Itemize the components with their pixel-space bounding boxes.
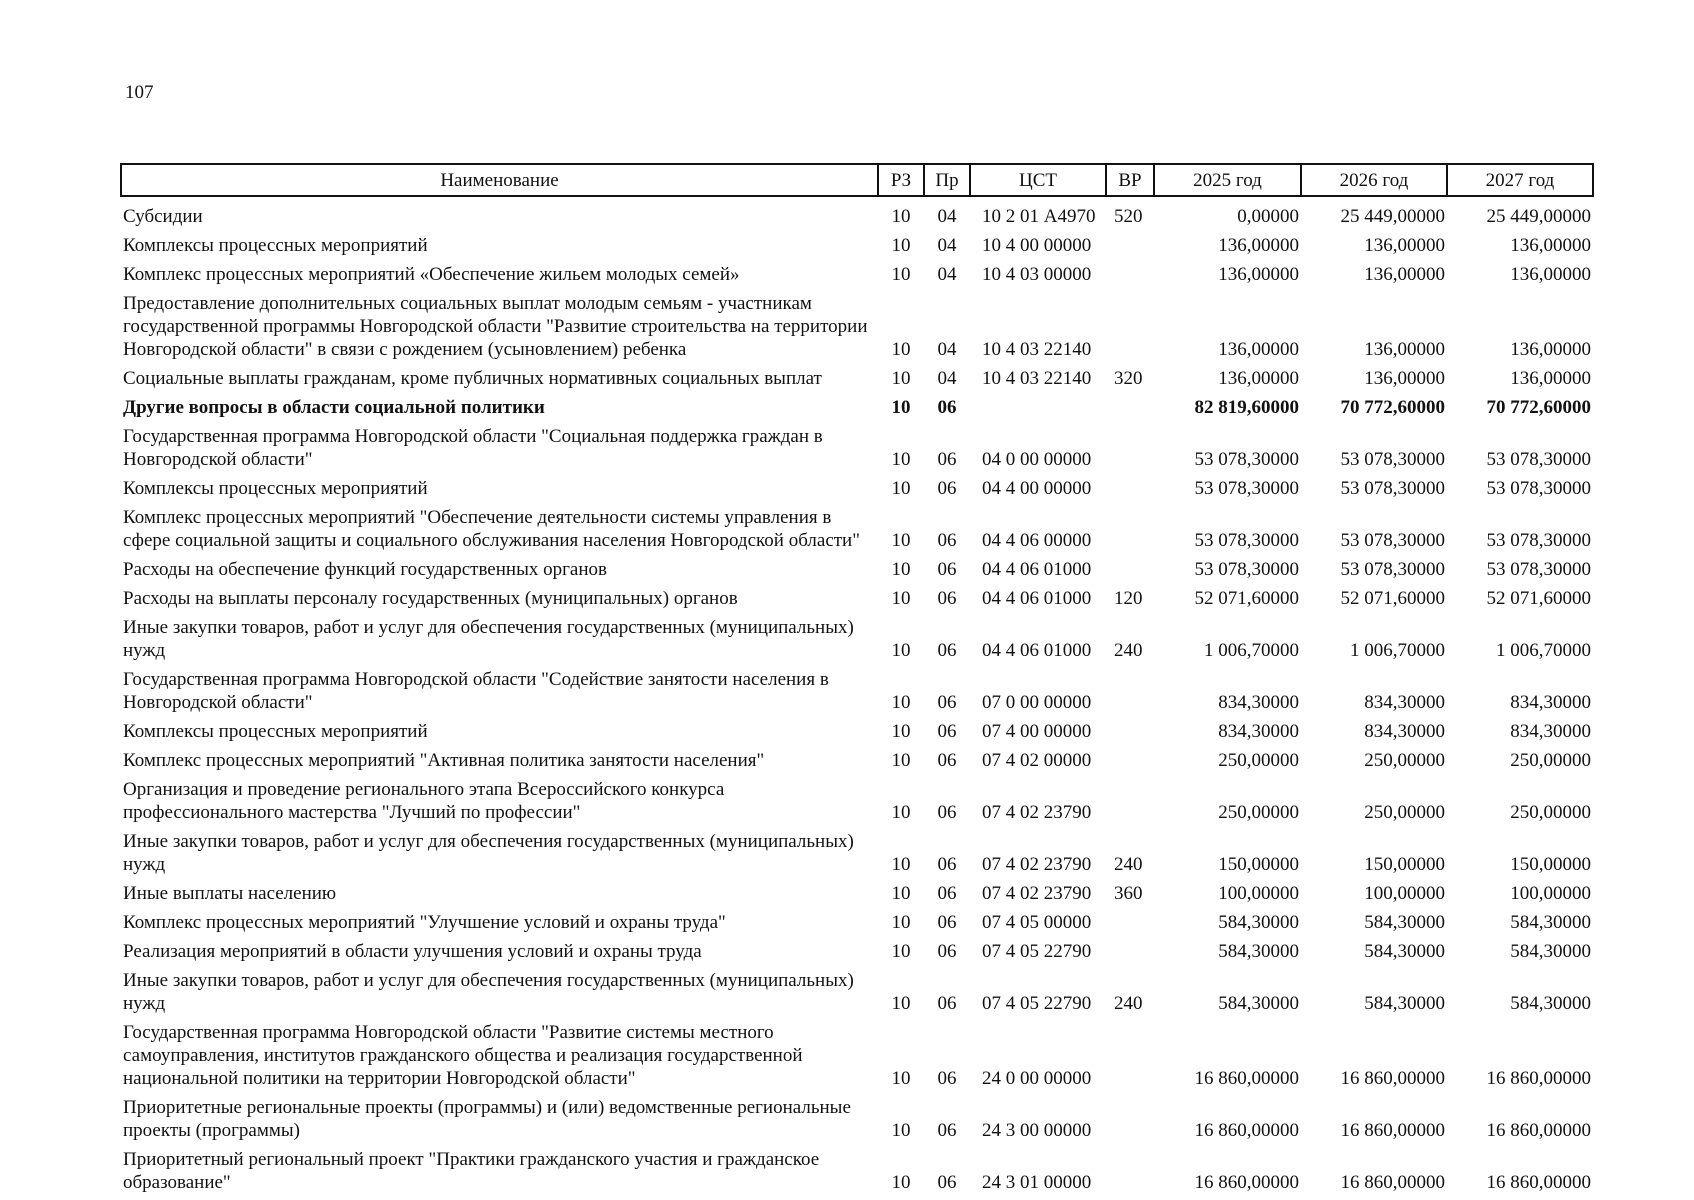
cell-rz: 10 — [891, 449, 911, 470]
cell-cst: 07 4 05 00000 — [982, 912, 1092, 933]
cell-pr: 06 — [937, 883, 957, 904]
cell-2027: 16 860,00000 — [1486, 1068, 1591, 1089]
column-header-vr: ВР — [1106, 164, 1154, 196]
cell-2026: 53 078,30000 — [1340, 559, 1445, 580]
cell-vr — [1106, 260, 1154, 289]
cell-2026: 53 078,30000 — [1340, 478, 1445, 499]
cell-vr — [1106, 1018, 1154, 1093]
cell-rz: 10 — [891, 264, 911, 285]
cell-2025: 100,00000 — [1218, 883, 1299, 904]
cell-pr: 06 — [937, 802, 957, 823]
cell-rz: 10 — [891, 993, 911, 1014]
column-header-2025: 2025 год — [1154, 164, 1301, 196]
table-row — [121, 503, 1593, 555]
cell-name: Государственная программа Новгородской области "Социальная поддержка граждан в Новгородской области" — [123, 426, 823, 470]
table-row — [121, 364, 1593, 393]
cell-name: Иные закупки товаров, работ и услуг для обеспечения государственных (муниципальных) нужд — [123, 970, 854, 1014]
cell-2025: 584,30000 — [1218, 993, 1299, 1014]
cell-2027: 53 078,30000 — [1486, 530, 1591, 551]
cell-rz: 10 — [891, 854, 911, 875]
cell-name: Субсидии — [123, 206, 203, 227]
cell-rz: 10 — [891, 692, 911, 713]
cell-rz: 10 — [891, 941, 911, 962]
cell-rz: 10 — [891, 339, 911, 360]
cell-2026: 16 860,00000 — [1340, 1068, 1445, 1089]
cell-cst: 24 3 01 00000 — [982, 1172, 1092, 1193]
cell-2027: 136,00000 — [1510, 339, 1591, 360]
cell-2026: 136,00000 — [1364, 235, 1445, 256]
cell-cst: 07 4 05 22790 — [982, 941, 1092, 962]
table-row — [121, 879, 1593, 908]
cell-cst: 04 4 06 01000 — [982, 559, 1092, 580]
cell-2026: 584,30000 — [1364, 941, 1445, 962]
table-row — [121, 474, 1593, 503]
cell-cst: 04 4 06 00000 — [982, 530, 1092, 551]
cell-vr: 240 — [1114, 640, 1143, 661]
cell-name: Расходы на обеспечение функций государственных органов — [123, 559, 607, 580]
cell-rz: 10 — [891, 640, 911, 661]
cell-name: Другие вопросы в области социальной политики — [123, 397, 545, 418]
cell-2025: 136,00000 — [1218, 264, 1299, 285]
cell-rz: 10 — [891, 588, 911, 609]
cell-cst: 07 4 02 23790 — [982, 883, 1092, 904]
table-body — [121, 196, 1593, 1197]
cell-2027: 136,00000 — [1510, 235, 1591, 256]
cell-rz: 10 — [891, 559, 911, 580]
cell-2025: 834,30000 — [1218, 692, 1299, 713]
column-header-pr: Пр — [924, 164, 970, 196]
cell-2027: 584,30000 — [1510, 993, 1591, 1014]
cell-name: Комплекс процессных мероприятий "Активная политика занятости населения" — [123, 750, 765, 771]
table-row — [121, 775, 1593, 827]
cell-pr: 04 — [937, 368, 957, 389]
cell-rz: 10 — [891, 750, 911, 771]
cell-cst: 07 0 00 00000 — [982, 692, 1092, 713]
column-header-rz: РЗ — [878, 164, 924, 196]
cell-vr — [1106, 231, 1154, 260]
cell-cst: 24 0 00 00000 — [982, 1068, 1092, 1089]
cell-2026: 136,00000 — [1364, 339, 1445, 360]
cell-2027: 136,00000 — [1510, 368, 1591, 389]
cell-pr: 06 — [937, 640, 957, 661]
table-row — [121, 937, 1593, 966]
table-row — [121, 422, 1593, 474]
budget-table — [120, 163, 1594, 1197]
table-row — [121, 289, 1593, 364]
cell-2025: 584,30000 — [1218, 941, 1299, 962]
cell-cst: 07 4 02 23790 — [982, 802, 1092, 823]
cell-pr: 06 — [937, 854, 957, 875]
cell-vr — [1106, 474, 1154, 503]
cell-vr: 120 — [1114, 588, 1143, 609]
cell-vr — [1106, 717, 1154, 746]
cell-rz: 10 — [891, 1120, 911, 1141]
cell-cst: 07 4 02 00000 — [982, 750, 1092, 771]
cell-vr — [1106, 503, 1154, 555]
column-header-2026: 2026 год — [1301, 164, 1447, 196]
cell-2027: 250,00000 — [1510, 750, 1591, 771]
cell-pr: 04 — [937, 206, 957, 227]
table-row — [121, 827, 1593, 879]
cell-cst: 07 4 02 23790 — [982, 854, 1092, 875]
cell-2025: 834,30000 — [1218, 721, 1299, 742]
cell-2026: 250,00000 — [1364, 802, 1445, 823]
cell-2027: 584,30000 — [1510, 941, 1591, 962]
cell-2027: 150,00000 — [1510, 854, 1591, 875]
cell-cst: 10 4 03 22140 — [982, 368, 1092, 389]
cell-2025: 53 078,30000 — [1194, 478, 1299, 499]
cell-rz: 10 — [891, 1068, 911, 1089]
table-row — [121, 966, 1593, 1018]
cell-cst: 10 4 03 00000 — [982, 264, 1092, 285]
cell-vr: 360 — [1114, 883, 1143, 904]
cell-2025: 53 078,30000 — [1194, 530, 1299, 551]
cell-2026: 136,00000 — [1364, 368, 1445, 389]
cell-cst: 24 3 00 00000 — [982, 1120, 1092, 1141]
table-row — [121, 1145, 1593, 1197]
cell-pr: 04 — [937, 235, 957, 256]
cell-vr — [1106, 393, 1154, 422]
cell-name: Социальные выплаты гражданам, кроме публичных нормативных социальных выплат — [123, 368, 822, 389]
cell-pr: 04 — [937, 339, 957, 360]
cell-2026: 16 860,00000 — [1340, 1120, 1445, 1141]
cell-name: Организация и проведение регионального этапа Всероссийского конкурса профессионального мастерства "Лучший по профессии" — [123, 779, 725, 823]
cell-name: Государственная программа Новгородской области "Развитие системы местного самоуправления, институтов гражданского общества и реализация государственной национальной политики на территории Новгородской области" — [123, 1022, 803, 1089]
cell-pr: 06 — [937, 478, 957, 499]
cell-2027: 70 772,60000 — [1486, 397, 1591, 418]
cell-2027: 53 078,30000 — [1486, 559, 1591, 580]
cell-vr: 520 — [1114, 206, 1143, 227]
cell-vr — [1106, 289, 1154, 364]
table-row — [121, 746, 1593, 775]
cell-cst: 10 4 00 00000 — [982, 235, 1092, 256]
cell-rz: 10 — [891, 478, 911, 499]
cell-name: Комплекс процессных мероприятий "Улучшение условий и охраны труда" — [123, 912, 726, 933]
cell-2025: 150,00000 — [1218, 854, 1299, 875]
cell-vr — [1106, 908, 1154, 937]
column-header-2027: 2027 год — [1447, 164, 1593, 196]
table-row — [121, 584, 1593, 613]
cell-pr: 06 — [937, 912, 957, 933]
cell-rz: 10 — [891, 206, 911, 227]
cell-rz: 10 — [891, 368, 911, 389]
cell-2027: 53 078,30000 — [1486, 449, 1591, 470]
cell-name: Приоритетный региональный проект "Практики гражданского участия и гражданское образование" — [123, 1149, 820, 1193]
cell-pr: 06 — [937, 530, 957, 551]
cell-pr: 06 — [937, 993, 957, 1014]
cell-2025: 1 006,70000 — [1204, 640, 1299, 661]
cell-2026: 584,30000 — [1364, 993, 1445, 1014]
cell-name: Комплекс процессных мероприятий «Обеспечение жильем молодых семей» — [123, 264, 740, 285]
cell-2025: 16 860,00000 — [1194, 1172, 1299, 1193]
cell-2026: 52 071,60000 — [1340, 588, 1445, 609]
table-row — [121, 260, 1593, 289]
cell-2025: 53 078,30000 — [1194, 559, 1299, 580]
cell-2026: 70 772,60000 — [1340, 397, 1445, 418]
cell-pr: 06 — [937, 1172, 957, 1193]
cell-2026: 150,00000 — [1364, 854, 1445, 875]
cell-rz: 10 — [891, 721, 911, 742]
cell-rz: 10 — [891, 530, 911, 551]
cell-vr — [1106, 746, 1154, 775]
cell-rz: 10 — [891, 912, 911, 933]
cell-2025: 16 860,00000 — [1194, 1068, 1299, 1089]
cell-rz: 10 — [891, 1172, 911, 1193]
cell-2026: 16 860,00000 — [1340, 1172, 1445, 1193]
cell-2027: 834,30000 — [1510, 692, 1591, 713]
cell-pr: 06 — [937, 559, 957, 580]
cell-vr: 320 — [1114, 368, 1143, 389]
table-row — [121, 717, 1593, 746]
table-row — [121, 1093, 1593, 1145]
cell-pr: 06 — [937, 692, 957, 713]
cell-name: Предоставление дополнительных социальных выплат молодым семьям - участникам государственной программы Новгородской области "Развитие строительства на территории Новгородской области" в связи с рождением (усыновлением) ребенка — [123, 293, 868, 360]
cell-2025: 52 071,60000 — [1194, 588, 1299, 609]
cell-2025: 53 078,30000 — [1194, 449, 1299, 470]
cell-pr: 06 — [937, 750, 957, 771]
cell-rz: 10 — [891, 397, 911, 418]
cell-name: Иные выплаты населению — [123, 883, 337, 904]
cell-2026: 136,00000 — [1364, 264, 1445, 285]
cell-pr: 06 — [937, 721, 957, 742]
cell-cst: 10 2 01 А4970 — [982, 206, 1096, 227]
cell-vr — [1106, 422, 1154, 474]
cell-name: Государственная программа Новгородской области "Содействие занятости населения в Новгородской области" — [123, 669, 829, 713]
cell-2027: 834,30000 — [1510, 721, 1591, 742]
cell-cst: 10 4 03 22140 — [982, 339, 1092, 360]
cell-2026: 53 078,30000 — [1340, 449, 1445, 470]
table-row — [121, 665, 1593, 717]
cell-name: Комплекс процессных мероприятий "Обеспечение деятельности системы управления в сфере социальной защиты и социального обслуживания населения Новгородской области" — [123, 507, 860, 551]
cell-pr: 04 — [937, 264, 957, 285]
cell-2025: 82 819,60000 — [1194, 397, 1299, 418]
cell-pr: 06 — [937, 588, 957, 609]
cell-pr: 06 — [937, 941, 957, 962]
cell-2027: 584,30000 — [1510, 912, 1591, 933]
cell-2026: 25 449,00000 — [1340, 206, 1445, 227]
cell-2025: 250,00000 — [1218, 802, 1299, 823]
cell-vr — [1106, 665, 1154, 717]
table-row — [121, 231, 1593, 260]
cell-2026: 584,30000 — [1364, 912, 1445, 933]
table-row — [121, 555, 1593, 584]
cell-2027: 1 006,70000 — [1496, 640, 1591, 661]
cell-rz: 10 — [891, 883, 911, 904]
column-header-name: Наименование — [121, 164, 878, 196]
cell-2025: 136,00000 — [1218, 368, 1299, 389]
cell-2026: 100,00000 — [1364, 883, 1445, 904]
cell-2027: 250,00000 — [1510, 802, 1591, 823]
cell-cst: 04 0 00 00000 — [982, 449, 1092, 470]
table-row — [121, 908, 1593, 937]
cell-name: Приоритетные региональные проекты (программы) и (или) ведомственные региональные проекты (программы) — [123, 1097, 851, 1141]
column-header-cst: ЦСТ — [970, 164, 1106, 196]
cell-2025: 136,00000 — [1218, 339, 1299, 360]
cell-2026: 53 078,30000 — [1340, 530, 1445, 551]
table-row — [121, 196, 1593, 231]
table-row — [121, 393, 1593, 422]
cell-cst: 04 4 00 00000 — [982, 478, 1092, 499]
cell-cst: 04 4 06 01000 — [982, 588, 1092, 609]
cell-2026: 834,30000 — [1364, 721, 1445, 742]
cell-2025: 0,00000 — [1237, 206, 1299, 227]
cell-2025: 250,00000 — [1218, 750, 1299, 771]
cell-name: Комплексы процессных мероприятий — [123, 478, 428, 499]
table-header — [121, 164, 1593, 196]
cell-2027: 25 449,00000 — [1486, 206, 1591, 227]
cell-vr — [1106, 1145, 1154, 1197]
cell-pr: 06 — [937, 1120, 957, 1141]
cell-name: Комплексы процессных мероприятий — [123, 721, 428, 742]
cell-rz: 10 — [891, 802, 911, 823]
cell-2026: 1 006,70000 — [1350, 640, 1445, 661]
cell-vr — [1106, 937, 1154, 966]
cell-vr — [1106, 555, 1154, 584]
cell-pr: 06 — [937, 449, 957, 470]
table-row — [121, 613, 1593, 665]
cell-2027: 52 071,60000 — [1486, 588, 1591, 609]
cell-cst: 04 4 06 01000 — [982, 640, 1092, 661]
cell-2027: 16 860,00000 — [1486, 1172, 1591, 1193]
cell-cst: 07 4 00 00000 — [982, 721, 1092, 742]
cell-vr: 240 — [1114, 993, 1143, 1014]
cell-2025: 136,00000 — [1218, 235, 1299, 256]
cell-2025: 16 860,00000 — [1194, 1120, 1299, 1141]
cell-pr: 06 — [937, 397, 957, 418]
cell-name: Иные закупки товаров, работ и услуг для обеспечения государственных (муниципальных) нужд — [123, 617, 854, 661]
cell-2025: 584,30000 — [1218, 912, 1299, 933]
cell-2026: 250,00000 — [1364, 750, 1445, 771]
cell-name: Реализация мероприятий в области улучшения условий и охраны труда — [123, 941, 702, 962]
cell-name: Иные закупки товаров, работ и услуг для обеспечения государственных (муниципальных) нужд — [123, 831, 854, 875]
cell-pr: 06 — [937, 1068, 957, 1089]
cell-2026: 834,30000 — [1364, 692, 1445, 713]
page-number: 107 — [125, 82, 154, 103]
cell-2027: 53 078,30000 — [1486, 478, 1591, 499]
cell-2027: 100,00000 — [1510, 883, 1591, 904]
cell-rz: 10 — [891, 235, 911, 256]
cell-cst: 07 4 05 22790 — [982, 993, 1092, 1014]
cell-vr: 240 — [1114, 854, 1143, 875]
cell-2027: 16 860,00000 — [1486, 1120, 1591, 1141]
cell-cst — [970, 393, 1106, 422]
cell-vr — [1106, 775, 1154, 827]
table-row — [121, 1018, 1593, 1093]
cell-vr — [1106, 1093, 1154, 1145]
cell-name: Комплексы процессных мероприятий — [123, 235, 428, 256]
cell-2027: 136,00000 — [1510, 264, 1591, 285]
cell-name: Расходы на выплаты персоналу государственных (муниципальных) органов — [123, 588, 738, 609]
